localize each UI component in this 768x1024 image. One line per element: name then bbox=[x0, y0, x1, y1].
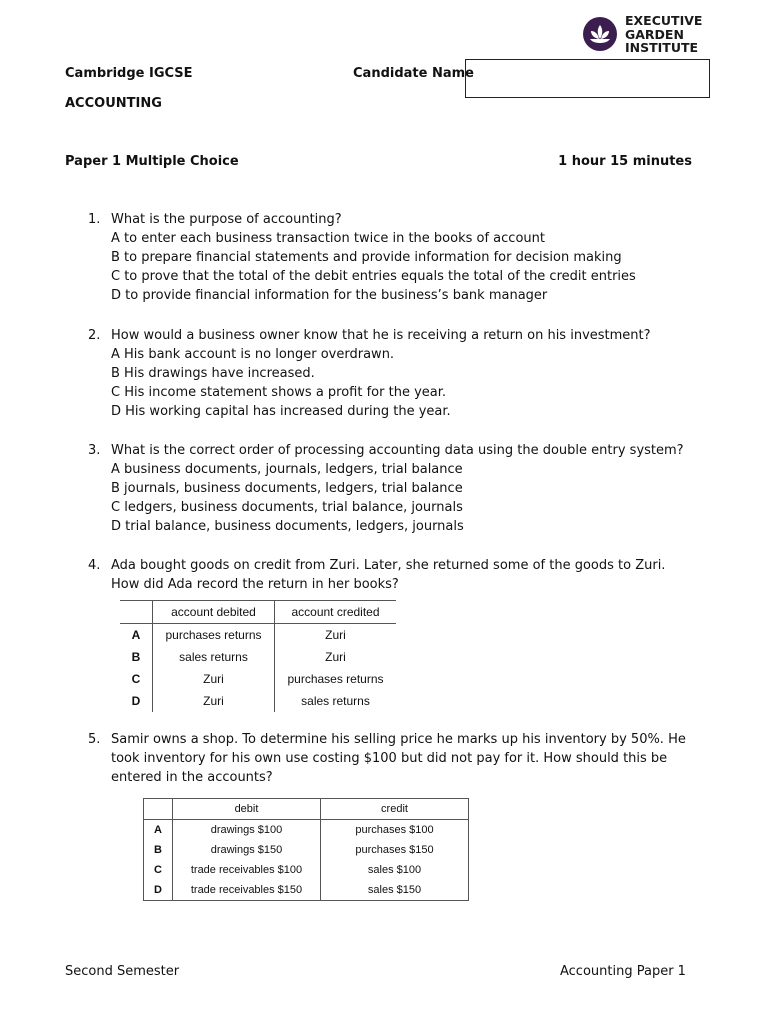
question-5-answer-table bbox=[143, 798, 469, 901]
table-header-row bbox=[144, 799, 469, 820]
option-c: C ledgers, business documents, trial balance, journals bbox=[111, 500, 463, 515]
option-key: C bbox=[144, 860, 173, 880]
option-d: D to provide financial information for the business’s bank manager bbox=[111, 288, 548, 303]
logo-wordmark bbox=[625, 14, 702, 55]
table-cell: purchases returns bbox=[153, 624, 275, 647]
table-cell: drawings $150 bbox=[173, 840, 321, 860]
candidate-name-label: Candidate Name bbox=[353, 66, 474, 81]
question-stem: What is the purpose of accounting? bbox=[111, 212, 342, 227]
question-stem: What is the correct order of processing accounting data using the double entry system? bbox=[111, 443, 684, 458]
table-cell: trade receivables $100 bbox=[173, 860, 321, 880]
table-cell: sales returns bbox=[275, 690, 397, 712]
table-cell: purchases returns bbox=[275, 668, 397, 690]
footer-paper: Accounting Paper 1 bbox=[560, 964, 686, 979]
table-row bbox=[144, 820, 469, 841]
option-b: B journals, business documents, ledgers, trial balance bbox=[111, 481, 463, 496]
table-cell: Zuri bbox=[153, 690, 275, 712]
table-cell: sales $100 bbox=[321, 860, 469, 880]
option-key: C bbox=[131, 672, 141, 686]
table-header-cell: account credited bbox=[275, 601, 397, 624]
footer-semester: Second Semester bbox=[65, 964, 180, 979]
table-cell: drawings $100 bbox=[173, 820, 321, 841]
option-c: C His income statement shows a profit for the year. bbox=[111, 385, 447, 400]
logo-line-1: EXECUTIVE bbox=[625, 13, 703, 28]
option-d: D His working capital has increased during the year. bbox=[111, 404, 451, 419]
question-stem-line: Ada bought goods on credit from Zuri. Later, she returned some of the goods to Zuri. bbox=[111, 558, 666, 573]
table-header-cell: debit bbox=[173, 799, 321, 820]
option-key: A bbox=[131, 628, 141, 642]
table-cell: sales $150 bbox=[321, 880, 469, 901]
table-header-cell bbox=[144, 799, 173, 820]
table-row bbox=[120, 646, 396, 668]
question-stem: How would a business owner know that he is receiving a return on his investment? bbox=[111, 328, 651, 343]
question-1 bbox=[88, 210, 718, 305]
option-key: D bbox=[144, 880, 173, 901]
question-number: 4. bbox=[88, 558, 101, 573]
option-key: D bbox=[131, 694, 141, 708]
question-number: 2. bbox=[88, 328, 101, 343]
table-header-cell bbox=[120, 601, 153, 624]
table-cell: sales returns bbox=[153, 646, 275, 668]
logo-line-3: INSTITUTE bbox=[625, 40, 699, 55]
table-header-cell: account debited bbox=[153, 601, 275, 624]
option-key: B bbox=[144, 840, 173, 860]
paper-title: Paper 1 Multiple Choice bbox=[65, 154, 239, 169]
course-title: Cambridge IGCSE bbox=[65, 66, 193, 81]
question-stem: Samir owns a shop. To determine his selling price he marks up his inventory by 50%. He took inventory for his own use costing $100 but did not pay for it. How should this be entered in the accounts? bbox=[111, 732, 686, 785]
option-b: B to prepare financial statements and provide information for decision making bbox=[111, 250, 622, 265]
table-row bbox=[144, 840, 469, 860]
table-cell: Zuri bbox=[275, 624, 397, 647]
option-a: A His bank account is no longer overdrawn. bbox=[111, 347, 395, 362]
option-a: A to enter each business transaction twice in the books of account bbox=[111, 231, 545, 246]
table-cell: Zuri bbox=[153, 668, 275, 690]
table-cell: trade receivables $150 bbox=[173, 880, 321, 901]
table-cell: purchases $100 bbox=[321, 820, 469, 841]
table-header-cell: credit bbox=[321, 799, 469, 820]
table-row bbox=[120, 624, 396, 647]
candidate-name-field[interactable] bbox=[465, 59, 710, 98]
question-5 bbox=[88, 730, 718, 787]
option-a: A business documents, journals, ledgers, trial balance bbox=[111, 462, 463, 477]
question-3 bbox=[88, 441, 718, 536]
question-stem-line: How did Ada record the return in her books? bbox=[111, 577, 399, 592]
paper-duration: 1 hour 15 minutes bbox=[558, 154, 692, 169]
lotus-logo-icon bbox=[582, 16, 618, 52]
question-4 bbox=[88, 556, 718, 594]
logo-line-2: GARDEN bbox=[625, 26, 684, 42]
option-key: B bbox=[131, 650, 141, 664]
question-2 bbox=[88, 326, 718, 421]
question-number: 1. bbox=[88, 212, 101, 227]
table-row bbox=[144, 860, 469, 880]
table-cell: Zuri bbox=[275, 646, 397, 668]
option-b: B His drawings have increased. bbox=[111, 366, 315, 381]
question-number: 3. bbox=[88, 443, 101, 458]
table-row bbox=[120, 690, 396, 712]
option-key: A bbox=[144, 820, 173, 841]
table-row bbox=[120, 668, 396, 690]
table-cell: purchases $150 bbox=[321, 840, 469, 860]
table-header-row bbox=[120, 601, 396, 624]
table-row bbox=[144, 880, 469, 901]
question-4-answer-table bbox=[120, 600, 396, 712]
option-d: D trial balance, business documents, ledgers, journals bbox=[111, 519, 464, 534]
subject-title: ACCOUNTING bbox=[65, 96, 162, 111]
question-number: 5. bbox=[88, 732, 101, 747]
institute-logo bbox=[582, 13, 703, 55]
option-c: C to prove that the total of the debit entries equals the total of the credit entries bbox=[111, 269, 636, 284]
